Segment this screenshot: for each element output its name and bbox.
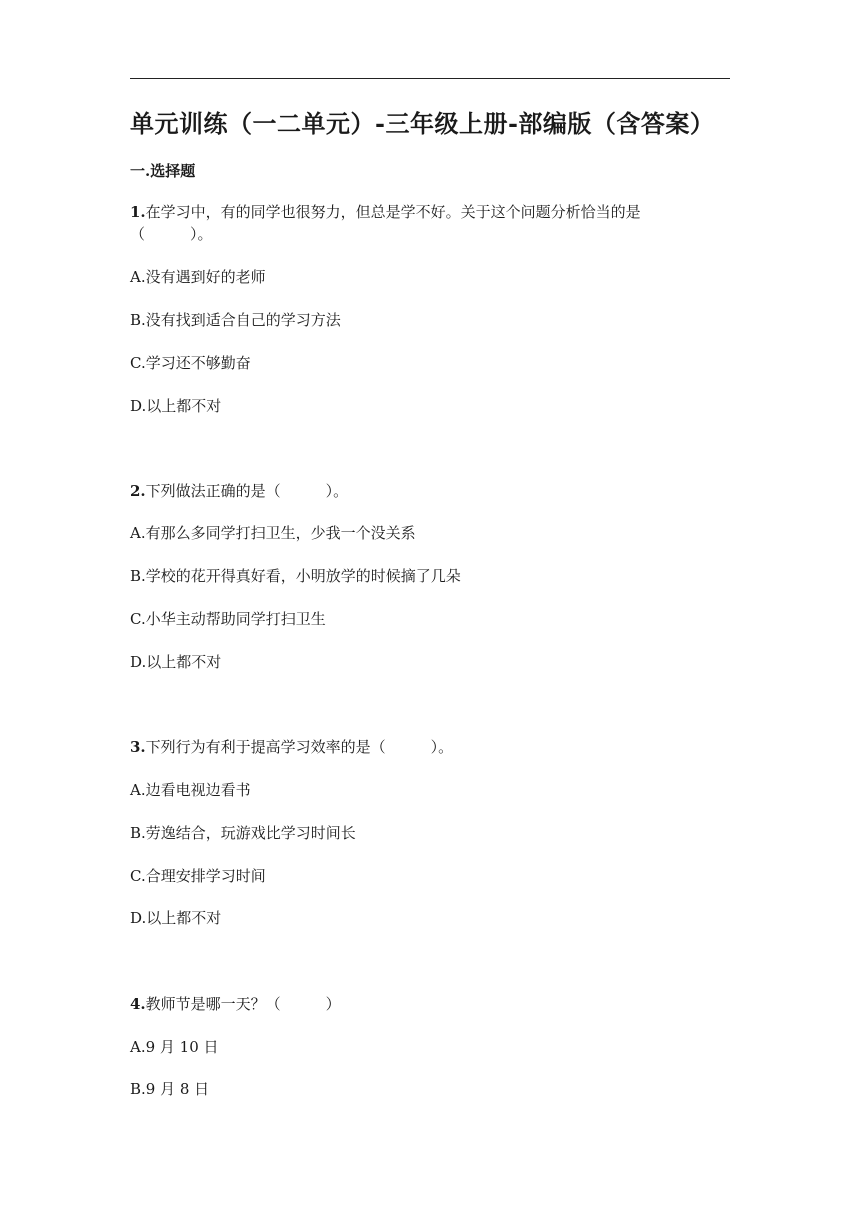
question-4-option-b: B.9 月 8 日 <box>130 1080 210 1098</box>
question-2-option-c: C.小华主动帮助同学打扫卫生 <box>130 610 326 628</box>
question-3-option-b: B.劳逸结合，玩游戏比学习时间长 <box>130 824 356 842</box>
question-3-stem <box>130 736 730 758</box>
question-number: 2. <box>130 482 146 500</box>
question-2-option-d: D.以上都不对 <box>130 653 222 671</box>
question-1-option-a: A.没有遇到好的老师 <box>130 268 266 286</box>
question-1-option-c: C.学习还不够勤奋 <box>130 354 251 372</box>
question-4-stem <box>130 993 730 1015</box>
question-1-option-b: B.没有找到适合自己的学习方法 <box>130 311 341 329</box>
question-2-option-b: B.学校的花开得真好看，小明放学的时候摘了几朵 <box>130 567 461 585</box>
section-heading: 一.选择题 <box>130 162 196 180</box>
question-text: 下列行为有利于提高学习效率的是（ ）。 <box>145 738 454 756</box>
question-2-option-a: A.有那么多同学打扫卫生，少我一个没关系 <box>130 524 416 542</box>
question-text: 教师节是哪一天？（ ） <box>145 995 341 1013</box>
document-title: 单元训练（一二单元）-三年级上册-部编版（含答案） <box>130 109 715 138</box>
question-3-option-a: A.边看电视边看书 <box>130 781 251 799</box>
question-text: 在学习中，有的同学也很努力，但总是学不好。关于这个问题分析恰当的是 <box>145 203 641 221</box>
question-1-option-d: D.以上都不对 <box>130 397 222 415</box>
question-1-stem <box>130 201 730 245</box>
header-rule <box>130 78 730 79</box>
question-number: 4. <box>130 995 146 1013</box>
question-number: 1. <box>130 203 146 221</box>
question-3-option-c: C.合理安排学习时间 <box>130 867 266 885</box>
question-number: 3. <box>130 738 146 756</box>
question-3-option-d: D.以上都不对 <box>130 909 222 927</box>
question-text: 下列做法正确的是（ ）。 <box>145 482 349 500</box>
question-2-stem <box>130 480 730 502</box>
question-text-continuation: （ ）。 <box>130 225 213 243</box>
question-4-option-a: A.9 月 10 日 <box>130 1038 219 1056</box>
